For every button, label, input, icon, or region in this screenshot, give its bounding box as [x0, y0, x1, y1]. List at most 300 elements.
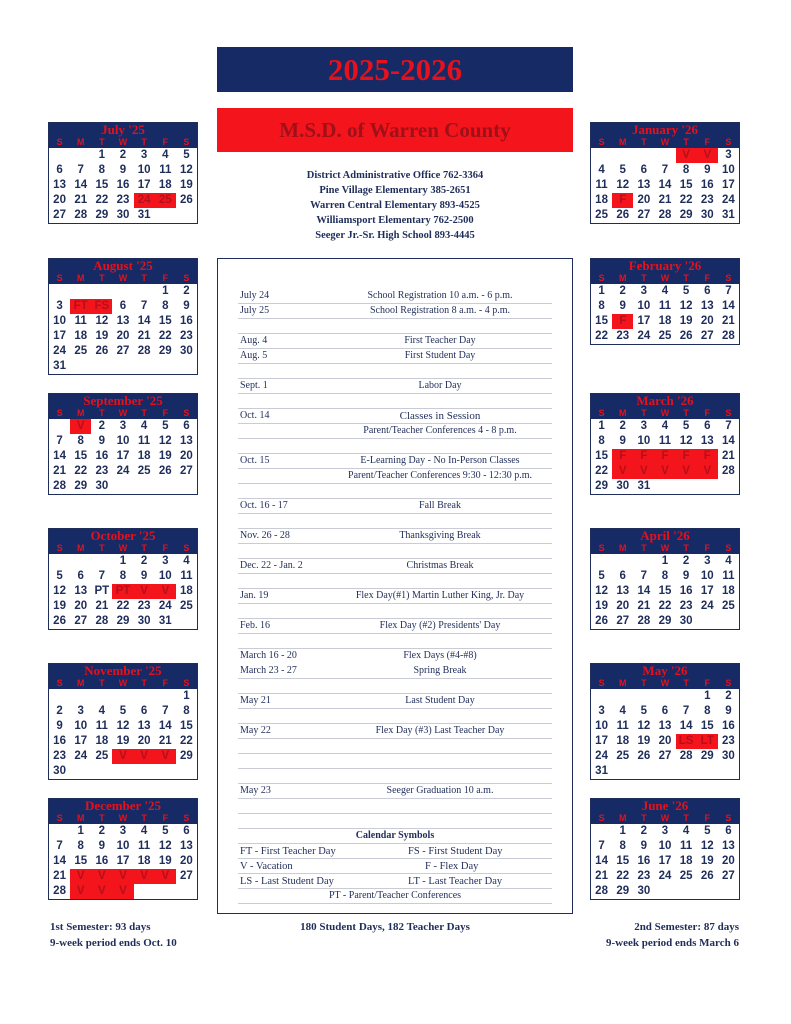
day-cell: 21: [53, 870, 66, 882]
total-days: 180 Student Days, 182 Teacher Days: [300, 921, 470, 933]
day-cell: 3: [56, 300, 63, 312]
day-cell: 23: [53, 750, 66, 762]
event-text: Last Student Day: [405, 695, 475, 706]
contact-list: [217, 168, 573, 243]
weekday-label: S: [598, 678, 605, 688]
day-cell: 25: [137, 465, 151, 477]
weekday-label: W: [118, 273, 128, 283]
marked-day: V: [112, 884, 133, 899]
event-date: Oct. 16 - 17: [240, 500, 288, 511]
day-cell: 22: [180, 735, 193, 747]
empty-day: [654, 689, 675, 704]
weekday-label: S: [725, 273, 732, 283]
day-cell: 8: [162, 300, 169, 312]
day-cell: 7: [140, 300, 148, 312]
day-cell: 7: [56, 435, 63, 447]
event-spacer: [238, 574, 552, 589]
day-cell: 18: [137, 450, 151, 462]
day-cell: 22: [595, 330, 608, 342]
day-cell: 24: [700, 600, 714, 612]
day-cell: 6: [77, 570, 84, 582]
empty-day: [633, 554, 654, 569]
day-cell: 10: [158, 570, 172, 582]
empty-day: [70, 554, 91, 569]
day-cell: 13: [637, 179, 651, 191]
day-cell: 22: [95, 194, 109, 206]
marked-day: V: [134, 584, 155, 599]
day-cell: 20: [700, 315, 714, 327]
event-row: [238, 724, 552, 739]
school-year-banner: [217, 47, 573, 92]
day-cell: 29: [158, 345, 172, 357]
day-cell: 27: [637, 209, 651, 221]
day-cell: 11: [95, 720, 108, 732]
day-grid: [591, 148, 739, 223]
day-cell: 15: [616, 855, 630, 867]
weekday-label: M: [76, 273, 85, 283]
day-cell: 23: [137, 600, 151, 612]
day-cell: 30: [722, 750, 735, 762]
day-cell: 14: [637, 585, 651, 597]
day-cell: 9: [140, 570, 148, 582]
day-cell: 14: [74, 179, 88, 191]
day-cell: 19: [180, 179, 193, 191]
day-cell: 26: [53, 615, 66, 627]
event-spacer: [238, 634, 552, 649]
event-row: [238, 559, 552, 574]
weekday-label: S: [56, 543, 63, 553]
day-cell: 15: [658, 585, 672, 597]
day-cell: 25: [95, 750, 109, 762]
day-cell: 26: [637, 750, 651, 762]
empty-day: [91, 284, 112, 299]
day-cell: 10: [637, 300, 651, 312]
day-cell: 16: [637, 855, 651, 867]
weekday-label: F: [162, 813, 169, 823]
day-cell: 1: [598, 420, 605, 432]
day-cell: 12: [158, 435, 172, 447]
weekday-label: S: [725, 137, 732, 147]
empty-day: [70, 689, 91, 704]
day-cell: 21: [137, 330, 151, 342]
day-cell: 31: [158, 615, 172, 627]
month-title: September '25: [49, 394, 197, 408]
marked-day: V: [633, 464, 654, 479]
day-cell: 3: [77, 705, 84, 717]
weekday-label: T: [641, 273, 647, 283]
day-cell: 10: [595, 720, 608, 732]
day-cell: 4: [162, 149, 169, 161]
day-cell: 21: [158, 735, 172, 747]
day-cell: 27: [180, 465, 193, 477]
day-cell: 6: [183, 420, 190, 432]
empty-day: [134, 689, 155, 704]
day-cell: 29: [180, 750, 193, 762]
day-cell: 23: [180, 330, 193, 342]
day-cell: 10: [700, 570, 714, 582]
day-cell: 27: [53, 209, 66, 221]
event-text: Labor Day: [418, 380, 462, 391]
weekday-label: M: [618, 408, 627, 418]
weekday-label: W: [118, 543, 128, 553]
symbol-ls: LS - Last Student Day: [240, 876, 334, 887]
contact-warren-central: Warren Central Elementary 893-4525: [310, 200, 480, 211]
day-grid: [591, 284, 739, 344]
empty-day: [591, 824, 612, 839]
day-cell: 27: [616, 615, 630, 627]
day-cell: 5: [598, 570, 605, 582]
symbol-lt: LT - Last Teacher Day: [408, 876, 503, 887]
day-cell: 25: [679, 870, 693, 882]
weekday-label: S: [183, 408, 190, 418]
day-cell: 6: [56, 164, 63, 176]
day-cell: 10: [658, 840, 672, 852]
day-cell: 7: [725, 420, 732, 432]
first-semester-days: 1st Semester: 93 days: [50, 921, 151, 933]
weekday-label: M: [618, 678, 627, 688]
event-spacer: [238, 769, 552, 784]
day-cell: 2: [619, 285, 626, 297]
weekday-label: M: [76, 408, 85, 418]
calendar-january-2026: [590, 122, 740, 224]
marked-day: V: [70, 419, 91, 434]
empty-day: [633, 689, 654, 704]
marked-day: FS: [91, 299, 112, 314]
day-cell: 26: [95, 345, 109, 357]
day-cell: 15: [180, 720, 193, 732]
marked-day: V: [155, 749, 176, 764]
weekday-label: T: [641, 543, 647, 553]
day-cell: 16: [53, 735, 66, 747]
day-cell: 22: [595, 465, 608, 477]
day-cell: 1: [619, 825, 626, 837]
weekday-header: [49, 137, 197, 148]
marked-day: V: [676, 464, 697, 479]
day-cell: 10: [53, 315, 66, 327]
weekday-header: [591, 273, 739, 284]
day-cell: 24: [658, 870, 672, 882]
contact-seeger: Seeger Jr.-Sr. High School 893-4445: [315, 230, 475, 241]
day-cell: 3: [725, 149, 732, 161]
day-grid: [49, 824, 197, 899]
empty-day: [49, 824, 70, 839]
day-cell: 28: [137, 345, 151, 357]
marked-day: PT: [112, 584, 133, 599]
day-cell: PT: [94, 585, 110, 597]
day-cell: 6: [140, 705, 148, 717]
day-cell: 14: [53, 450, 66, 462]
empty-day: [155, 689, 176, 704]
weekday-label: F: [162, 408, 169, 418]
event-date: May 21: [240, 695, 271, 706]
day-cell: 29: [95, 209, 109, 221]
weekday-label: T: [99, 137, 105, 147]
day-cell: 15: [74, 855, 88, 867]
day-cell: 7: [162, 705, 169, 717]
weekday-label: S: [598, 408, 605, 418]
day-cell: 28: [95, 615, 109, 627]
event-spacer: [238, 439, 552, 454]
weekday-label: F: [162, 678, 169, 688]
day-cell: 26: [158, 465, 172, 477]
event-text: School Registration 8 a.m. - 4 p.m.: [370, 305, 510, 316]
district-banner: [217, 108, 573, 152]
day-cell: 21: [637, 600, 651, 612]
day-cell: 12: [53, 585, 66, 597]
day-cell: 8: [704, 705, 711, 717]
day-cell: 3: [140, 149, 148, 161]
day-cell: 23: [116, 194, 130, 206]
weekday-label: T: [641, 813, 647, 823]
day-cell: 4: [183, 555, 190, 567]
weekday-label: M: [618, 137, 627, 147]
day-cell: 19: [637, 735, 651, 747]
day-cell: 10: [116, 840, 130, 852]
day-cell: 7: [640, 570, 648, 582]
weekday-label: S: [725, 678, 732, 688]
weekday-header: [49, 678, 197, 689]
day-cell: 3: [162, 555, 169, 567]
weekday-header: [591, 408, 739, 419]
day-cell: 30: [180, 345, 193, 357]
day-cell: 2: [98, 420, 106, 432]
day-grid: [49, 419, 197, 494]
day-cell: 13: [74, 585, 88, 597]
marked-day: F: [676, 449, 697, 464]
day-cell: 25: [74, 345, 88, 357]
day-grid: [591, 554, 739, 629]
day-cell: 11: [159, 164, 172, 176]
empty-day: [70, 284, 91, 299]
day-cell: 6: [619, 570, 626, 582]
month-title: December '25: [49, 799, 197, 813]
day-cell: 30: [53, 765, 66, 777]
day-cell: 17: [116, 855, 130, 867]
day-cell: 24: [722, 194, 735, 206]
weekday-header: [591, 678, 739, 689]
day-cell: 9: [640, 840, 648, 852]
day-cell: 14: [722, 435, 735, 447]
day-cell: 21: [95, 600, 109, 612]
month-title: April '26: [591, 529, 739, 543]
day-cell: 1: [77, 825, 84, 837]
day-cell: 26: [616, 209, 630, 221]
day-cell: 9: [619, 300, 626, 312]
empty-day: [49, 148, 70, 163]
event-spacer: [238, 319, 552, 334]
contact-district-office: District Administrative Office 762-3364: [306, 170, 484, 181]
weekday-label: W: [118, 813, 128, 823]
month-title: May '26: [591, 664, 739, 678]
weekday-label: S: [183, 678, 190, 688]
day-cell: 30: [95, 480, 109, 492]
event-spacer: [238, 604, 552, 619]
weekday-label: S: [598, 543, 605, 553]
month-title: January '26: [591, 123, 739, 137]
day-cell: 17: [595, 735, 608, 747]
day-cell: 3: [640, 285, 648, 297]
day-cell: 16: [679, 585, 693, 597]
month-title: July '25: [49, 123, 197, 137]
marked-day: F: [697, 449, 718, 464]
weekday-label: W: [660, 273, 670, 283]
event-text: Parent/Teacher Conferences 9:30 - 12:30 p.m.: [348, 470, 532, 481]
event-date: Jan. 19: [240, 590, 269, 601]
weekday-label: S: [56, 137, 63, 147]
day-cell: 9: [704, 164, 711, 176]
weekday-label: T: [641, 408, 647, 418]
day-cell: 15: [595, 315, 608, 327]
event-date: Feb. 16: [240, 620, 270, 631]
day-cell: 22: [616, 870, 630, 882]
month-title: November '25: [49, 664, 197, 678]
day-cell: 12: [116, 720, 130, 732]
day-cell: 13: [722, 840, 735, 852]
day-cell: 24: [53, 345, 66, 357]
day-cell: 31: [637, 480, 651, 492]
event-date: July 25: [240, 305, 270, 316]
day-cell: 9: [56, 720, 63, 732]
day-cell: 26: [595, 615, 608, 627]
day-cell: 20: [74, 600, 88, 612]
weekday-label: W: [118, 678, 128, 688]
day-cell: 30: [679, 615, 693, 627]
day-cell: 19: [679, 315, 693, 327]
day-cell: 2: [183, 285, 190, 297]
day-cell: 8: [682, 164, 690, 176]
day-cell: 13: [53, 179, 66, 191]
event-text: Fall Break: [419, 500, 461, 511]
marked-day: V: [676, 148, 697, 163]
marked-day: V: [134, 869, 155, 884]
marked-day: V: [155, 584, 176, 599]
day-cell: 14: [137, 315, 151, 327]
event-date: Aug. 5: [240, 350, 268, 361]
weekday-label: F: [704, 273, 711, 283]
marked-day: V: [654, 464, 675, 479]
day-cell: 27: [180, 870, 193, 882]
weekday-label: S: [725, 543, 732, 553]
day-cell: 11: [74, 315, 87, 327]
day-cell: 29: [679, 209, 693, 221]
day-cell: 3: [119, 420, 127, 432]
event-text: Parent/Teacher Conferences 4 - 8 p.m.: [363, 425, 517, 436]
event-date: Oct. 15: [240, 455, 270, 466]
weekday-label: F: [162, 273, 169, 283]
weekday-header: [591, 813, 739, 824]
day-cell: 11: [658, 435, 672, 447]
events-panel: [217, 258, 573, 914]
day-cell: 5: [119, 705, 127, 717]
day-cell: 4: [598, 164, 605, 176]
empty-day: [633, 148, 654, 163]
event-text: First Teacher Day: [404, 335, 476, 346]
day-cell: 30: [700, 209, 714, 221]
symbols-heading-row: [238, 829, 552, 844]
day-cell: 16: [95, 450, 109, 462]
weekday-label: T: [683, 408, 689, 418]
day-cell: 9: [183, 300, 190, 312]
day-cell: 25: [595, 209, 608, 221]
day-cell: 13: [116, 315, 130, 327]
marked-day: V: [91, 884, 112, 899]
day-cell: 19: [595, 600, 608, 612]
day-cell: 18: [595, 194, 608, 206]
day-cell: 2: [98, 825, 106, 837]
day-cell: 22: [116, 600, 130, 612]
day-cell: 16: [700, 179, 714, 191]
marked-day: V: [112, 869, 133, 884]
event-spacer: [238, 679, 552, 694]
empty-day: [612, 148, 633, 163]
symbol-f: F - Flex Day: [425, 861, 479, 872]
symbols-row: [238, 889, 552, 904]
event-date: May 22: [240, 725, 271, 736]
day-cell: 28: [74, 209, 88, 221]
day-cell: 18: [137, 855, 151, 867]
day-cell: 21: [53, 465, 66, 477]
weekday-label: M: [618, 543, 627, 553]
day-cell: 17: [137, 179, 151, 191]
day-cell: 10: [637, 435, 651, 447]
day-cell: 18: [658, 315, 672, 327]
day-cell: 1: [98, 149, 106, 161]
calendar-september-2025: [48, 393, 198, 495]
weekday-label: T: [683, 137, 689, 147]
day-cell: 13: [180, 435, 193, 447]
day-cell: 11: [595, 179, 608, 191]
day-cell: 24: [637, 330, 651, 342]
day-cell: 23: [95, 465, 109, 477]
calendar-march-2026: [590, 393, 740, 495]
empty-day: [134, 284, 155, 299]
day-cell: 4: [661, 285, 669, 297]
day-cell: 28: [722, 465, 735, 477]
day-cell: 27: [700, 330, 714, 342]
day-cell: 20: [137, 735, 151, 747]
day-cell: 20: [637, 194, 651, 206]
day-cell: 24: [116, 465, 130, 477]
day-cell: 20: [180, 855, 193, 867]
event-spacer: [238, 739, 552, 754]
empty-day: [612, 554, 633, 569]
event-date: July 24: [240, 290, 270, 301]
day-cell: 27: [658, 750, 672, 762]
weekday-label: T: [641, 678, 647, 688]
day-cell: 1: [661, 555, 669, 567]
event-date: March 23 - 27: [240, 665, 297, 676]
weekday-label: M: [76, 813, 85, 823]
day-cell: 11: [138, 435, 151, 447]
day-cell: 6: [725, 825, 732, 837]
event-text: Classes in Session: [399, 410, 481, 422]
day-cell: 19: [158, 450, 172, 462]
day-cell: 30: [137, 615, 151, 627]
weekday-label: F: [704, 137, 711, 147]
day-cell: 25: [658, 330, 672, 342]
marked-day: V: [70, 869, 91, 884]
weekday-label: T: [99, 813, 105, 823]
event-row: [238, 469, 552, 484]
event-date: Sept. 1: [240, 380, 268, 391]
day-cell: 7: [725, 285, 732, 297]
day-cell: 17: [74, 735, 88, 747]
event-date: March 16 - 20: [240, 650, 297, 661]
day-cell: 22: [74, 465, 88, 477]
day-cell: 17: [722, 179, 735, 191]
day-cell: 10: [722, 164, 735, 176]
day-cell: 23: [679, 600, 693, 612]
